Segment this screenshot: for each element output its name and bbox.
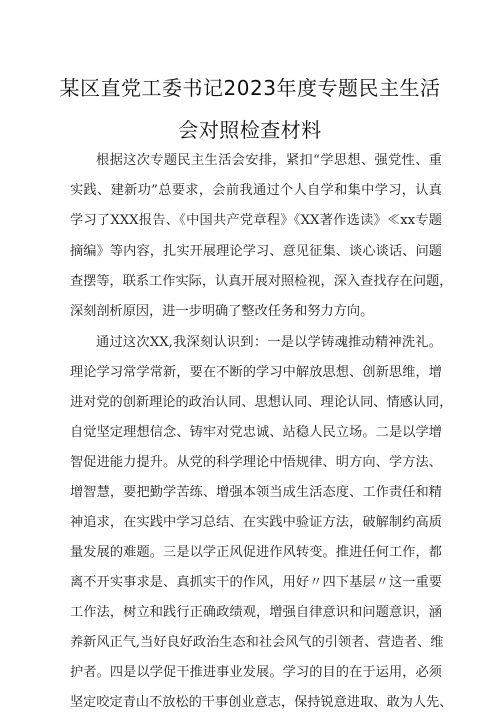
paragraph-2-line: 量发展的难题。三是以学正风促进作风转变。推进任何工作，都 [70, 545, 442, 560]
document-title-line-2: 会对照检查材料 [178, 118, 322, 142]
paragraph-1-line: 摘编》等内容，扎实开展理论学习、意见征集、谈心谈话、问题 [70, 244, 442, 259]
paragraph-2-line: 通过这次XX,我深刻认识到：一是以学铸魂推动精神洗礼。 [96, 335, 442, 350]
paragraph-2-line: 坚定咬定青山不放松的干事创业意志，保持锐意进取、敢为人先、 [70, 695, 453, 710]
paragraph-1-line: 实践、建新功”总要求，会前我通过个人自学和集中学习，认真 [70, 183, 442, 198]
paragraph-1-line: 根据这次专题民主生活会安排，紧扣“学思想、强党性、重 [96, 153, 442, 168]
paragraph-2-line: 养新风正气,当好良好政治生态和社会风气的引领者、营造者、维 [70, 635, 444, 650]
paragraph-2-line: 自觉坚定理想信念、铸牢对党忠诚、站稳人民立场。二是以学增 [70, 425, 442, 440]
paragraph-2-line: 神追求，在实践中学习总结、在实践中验证方法，破解制约高质 [70, 515, 442, 530]
paragraph-2-line: 护者。四是以学促干推进事业发展。学习的目的在于运用，必须 [70, 665, 442, 680]
paragraph-2-line: 智促进能力提升。从党的科学理论中悟规律、明方向、学方法、 [70, 455, 442, 470]
paragraph-2-line: 理论学习常学常新，要在不断的学习中解放思想、创新思维，增 [70, 365, 442, 380]
document-title-line-1: 某区直党工委书记2023年度专题民主生活 [59, 76, 441, 100]
paragraph-1-line: 深刻剖析原因，进一步明确了整改任务和努力方向。 [70, 304, 374, 319]
paragraph-2-line: 离不开实事求是、真抓实干的作风，用好〃四下基层〃这一重要 [70, 575, 442, 590]
paragraph-1-line: 学习了XXX报告、《中国共产党章程》《XX著作选读》≪xx专题 [70, 213, 442, 228]
paragraph-2-line: 进对党的创新理论的政治认同、思想认同、理论认同、情感认同， [70, 395, 453, 410]
paragraph-2-line: 增智慧，要把勤学苦练、增强本领当成生活态度、工作责任和精 [70, 485, 442, 500]
paragraph-2-line: 工作法，树立和践行正确政绩观，增强自律意识和问题意识，涵 [70, 605, 442, 620]
paragraph-1-line: 查摆等，联系工作实际，认真开展对照检视，深入查找存在问题， [70, 274, 453, 289]
